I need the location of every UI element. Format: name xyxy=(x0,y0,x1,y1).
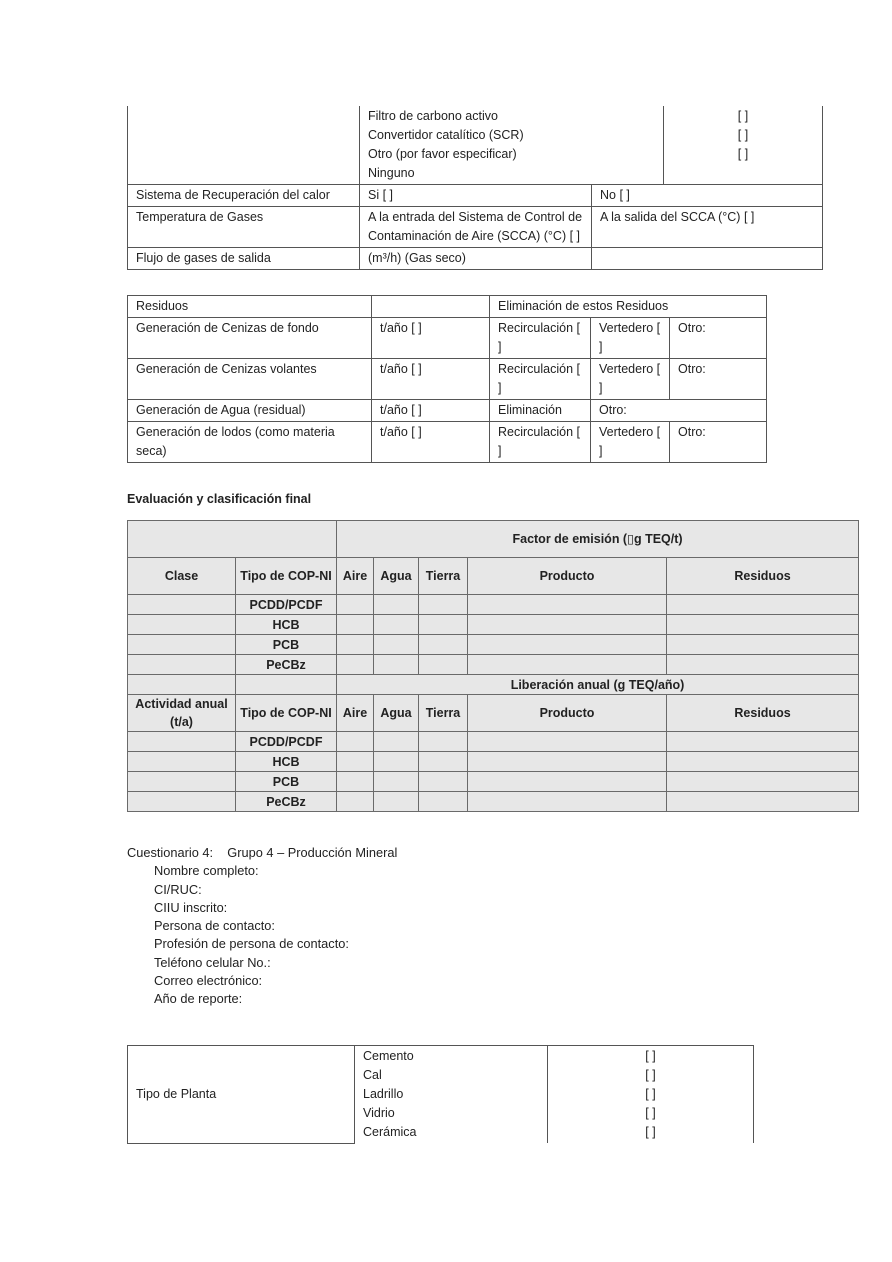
release-row xyxy=(128,792,859,812)
emission-factor-header: Factor de emisión (▯g TEQ/t) xyxy=(337,521,859,558)
cell[interactable] xyxy=(419,792,468,812)
waste-row xyxy=(128,359,767,400)
waste-header-residuos: Residuos xyxy=(128,296,372,318)
col-tipo-cop: Tipo de COP-NI xyxy=(236,695,337,732)
landfill-option[interactable]: Vertedero [ ] xyxy=(591,359,670,400)
plant-option-label: Cal xyxy=(363,1068,382,1082)
cell[interactable] xyxy=(667,615,859,635)
field-email: Correo electrónico: xyxy=(154,973,263,989)
other-option[interactable]: Otro: xyxy=(591,400,767,422)
option-label: Filtro de carbono activo xyxy=(368,109,498,123)
waste-table xyxy=(127,295,767,463)
recirculation-option[interactable]: Recirculación [ ] xyxy=(490,359,591,400)
option-label: Otro (por favor especificar) xyxy=(368,147,517,161)
waste-header-blank xyxy=(372,296,490,318)
field-contact-profession: Profesión de persona de contacto: xyxy=(154,936,349,952)
option-label: Convertidor catalítico (SCR) xyxy=(368,128,524,142)
release-row xyxy=(128,752,859,772)
pollutant-label: PCDD/PCDF xyxy=(236,595,337,615)
other-option[interactable]: Otro: xyxy=(670,422,767,463)
checkbox[interactable]: [ ] xyxy=(645,1087,656,1101)
emission-row xyxy=(128,595,859,615)
annual-release-header: Liberación anual (g TEQ/año) xyxy=(337,675,859,695)
col-tierra: Tierra xyxy=(419,695,468,732)
cell[interactable] xyxy=(337,615,374,635)
plant-type-table xyxy=(127,1045,754,1144)
cell[interactable] xyxy=(337,595,374,615)
plant-option-label: Cemento xyxy=(363,1049,414,1063)
cell[interactable] xyxy=(374,772,419,792)
field-full-name: Nombre completo: xyxy=(154,863,259,879)
emission-row xyxy=(128,635,859,655)
other-option[interactable]: Otro: xyxy=(670,359,767,400)
release-row xyxy=(128,732,859,752)
checkbox[interactable]: [ ] xyxy=(737,147,749,161)
col-aire: Aire xyxy=(337,558,374,595)
cell[interactable] xyxy=(337,792,374,812)
questionnaire-heading: Cuestionario 4: Grupo 4 – Producción Mineral xyxy=(127,845,398,860)
section-title-evaluation: Evaluación y clasificación final xyxy=(127,492,312,506)
col-clase: Clase xyxy=(128,558,236,595)
waste-label: Generación de Cenizas de fondo xyxy=(128,318,372,359)
cell[interactable] xyxy=(374,752,419,772)
waste-label: Generación de Agua (residual) xyxy=(128,400,372,422)
gas-temperature-inlet[interactable]: A la entrada del Sistema de Control de Contaminación de Aire (SCCA) (°C) [ ] xyxy=(360,207,592,248)
cell[interactable] xyxy=(667,772,859,792)
cell[interactable] xyxy=(128,595,236,615)
pollutant-label: PeCBz xyxy=(236,655,337,675)
waste-quantity[interactable]: t/año [ ] xyxy=(372,400,490,422)
cell[interactable] xyxy=(419,655,468,675)
field-report-year: Año de reporte: xyxy=(154,991,243,1007)
cell[interactable] xyxy=(337,752,374,772)
cell[interactable] xyxy=(419,732,468,752)
cell[interactable] xyxy=(128,772,236,792)
cell[interactable] xyxy=(128,655,236,675)
checkbox[interactable]: [ ] xyxy=(737,109,749,123)
heat-recovery-yes[interactable]: Si [ ] xyxy=(360,185,592,207)
cell[interactable] xyxy=(374,732,419,752)
waste-quantity[interactable]: t/año [ ] xyxy=(372,359,490,400)
cell[interactable] xyxy=(374,615,419,635)
col-producto: Producto xyxy=(468,695,667,732)
col-actividad-anual: Actividad anual (t/a) xyxy=(128,695,236,732)
checkbox[interactable]: [ ] xyxy=(645,1068,656,1082)
cell[interactable] xyxy=(374,595,419,615)
pollutant-label: PCDD/PCDF xyxy=(236,732,337,752)
plant-type-label: Tipo de Planta xyxy=(128,1046,355,1144)
waste-quantity[interactable]: t/año [ ] xyxy=(372,318,490,359)
cell[interactable] xyxy=(419,752,468,772)
pollutant-label: HCB xyxy=(236,615,337,635)
col-producto: Producto xyxy=(468,558,667,595)
plant-options-list xyxy=(355,1046,548,1144)
cell[interactable] xyxy=(468,792,667,812)
col-agua: Agua xyxy=(374,695,419,732)
cell[interactable] xyxy=(128,615,236,635)
checkbox[interactable]: [ ] xyxy=(645,1125,656,1139)
plant-option-label: Vidrio xyxy=(363,1106,395,1120)
option-label: Ninguno xyxy=(368,166,415,180)
cell[interactable] xyxy=(128,792,236,812)
cell[interactable] xyxy=(337,635,374,655)
blank-cell xyxy=(128,675,236,695)
col-tierra: Tierra xyxy=(419,558,468,595)
cell[interactable] xyxy=(667,792,859,812)
questionnaire-block xyxy=(127,844,397,1009)
cell[interactable] xyxy=(468,772,667,792)
gas-flow-label: Flujo de gases de salida xyxy=(128,248,360,270)
col-aire: Aire xyxy=(337,695,374,732)
checkbox[interactable]: [ ] xyxy=(737,128,749,142)
gas-flow-unit: (m³/h) (Gas seco) xyxy=(360,248,592,270)
waste-row xyxy=(128,400,767,422)
col-residuos: Residuos xyxy=(667,558,859,595)
heat-recovery-no[interactable]: No [ ] xyxy=(592,185,823,207)
checkbox[interactable]: [ ] xyxy=(645,1106,656,1120)
cell[interactable] xyxy=(337,655,374,675)
cell[interactable] xyxy=(128,635,236,655)
cell[interactable] xyxy=(419,772,468,792)
field-ciiu: CIIU inscrito: xyxy=(154,899,228,915)
cell[interactable] xyxy=(419,615,468,635)
cell[interactable] xyxy=(468,595,667,615)
control-system-table xyxy=(127,106,823,270)
cell[interactable] xyxy=(468,732,667,752)
control-options-list xyxy=(360,106,664,185)
waste-label: Generación de lodos (como materia seca) xyxy=(128,422,372,463)
field-contact-person: Persona de contacto: xyxy=(154,918,275,934)
cell[interactable] xyxy=(468,615,667,635)
waste-label: Generación de Cenizas volantes xyxy=(128,359,372,400)
landfill-option[interactable]: Vertedero [ ] xyxy=(591,422,670,463)
other-option[interactable]: Otro: xyxy=(670,318,767,359)
gas-temperature-outlet[interactable]: A la salida del SCCA (°C) [ ] xyxy=(592,207,823,248)
gas-temperature-label: Temperatura de Gases xyxy=(128,207,360,248)
checkbox[interactable]: [ ] xyxy=(645,1049,656,1063)
cell[interactable] xyxy=(374,655,419,675)
cell[interactable] xyxy=(419,595,468,615)
cell[interactable] xyxy=(468,655,667,675)
cell[interactable] xyxy=(468,635,667,655)
waste-row xyxy=(128,422,767,463)
plant-checkboxes xyxy=(548,1046,754,1144)
cell[interactable] xyxy=(667,635,859,655)
waste-header-disposal: Eliminación de estos Residuos xyxy=(490,296,767,318)
field-ci-ruc: CI/RUC: xyxy=(154,881,202,897)
cell[interactable] xyxy=(128,752,236,772)
gas-flow-value[interactable] xyxy=(592,248,823,270)
cell[interactable] xyxy=(419,635,468,655)
cell[interactable] xyxy=(337,772,374,792)
release-row xyxy=(128,772,859,792)
col-tipo-cop: Tipo de COP-NI xyxy=(236,558,337,595)
recirculation-option[interactable]: Recirculación [ ] xyxy=(490,318,591,359)
waste-row xyxy=(128,318,767,359)
control-checkboxes xyxy=(664,106,823,185)
recirculation-option[interactable]: Recirculación [ ] xyxy=(490,422,591,463)
blank-cell xyxy=(236,675,337,695)
landfill-option[interactable]: Vertedero [ ] xyxy=(591,318,670,359)
blank-cell xyxy=(128,106,360,185)
pollutant-label: PCB xyxy=(236,635,337,655)
cell[interactable] xyxy=(667,752,859,772)
pollutant-label: PeCBz xyxy=(236,792,337,812)
cell[interactable] xyxy=(374,792,419,812)
evaluation-table xyxy=(127,520,859,812)
plant-option-label: Ladrillo xyxy=(363,1087,404,1101)
cell[interactable] xyxy=(468,752,667,772)
col-agua: Agua xyxy=(374,558,419,595)
heat-recovery-label: Sistema de Recuperación del calor xyxy=(128,185,360,207)
pollutant-label: HCB xyxy=(236,752,337,772)
emission-row xyxy=(128,615,859,635)
elimination-option[interactable]: Eliminación xyxy=(490,400,591,422)
cell[interactable] xyxy=(374,635,419,655)
cell[interactable] xyxy=(128,732,236,752)
cell[interactable] xyxy=(667,732,859,752)
cell[interactable] xyxy=(667,655,859,675)
waste-quantity[interactable]: t/año [ ] xyxy=(372,422,490,463)
field-mobile-phone: Teléfono celular No.: xyxy=(154,954,271,970)
blank-header xyxy=(128,521,337,558)
cell[interactable] xyxy=(667,595,859,615)
col-residuos: Residuos xyxy=(667,695,859,732)
plant-option-label: Cerámica xyxy=(363,1125,417,1139)
emission-row xyxy=(128,655,859,675)
pollutant-label: PCB xyxy=(236,772,337,792)
cell[interactable] xyxy=(337,732,374,752)
